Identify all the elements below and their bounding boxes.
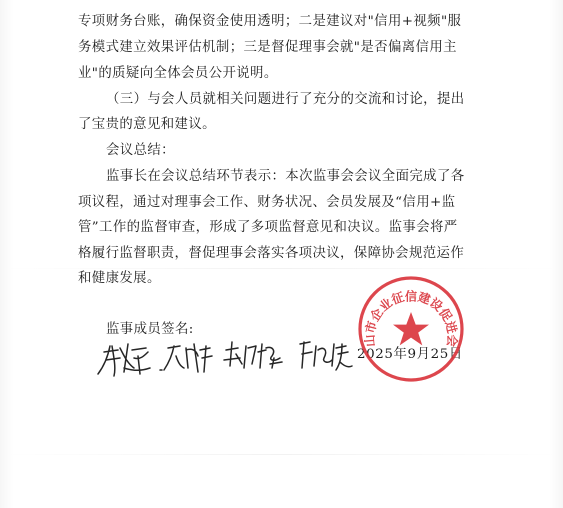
body-line: 项议程，通过对理事会工作、财务状况、会员发展及“信用+监 bbox=[78, 195, 456, 210]
body-line: 业"的质疑向全体会员公开说明。 bbox=[78, 66, 278, 81]
page-fold-line bbox=[0, 454, 563, 455]
page-shadow-left bbox=[0, 0, 14, 508]
page-shadow-right bbox=[549, 0, 563, 508]
body-line: 监事长在会议总结环节表示：本次监事会会议全面完成了各 bbox=[106, 169, 465, 184]
handwritten-signature bbox=[296, 336, 354, 374]
body-line: 务模式建立效果评估机制；三是督促理事会就"是否偏离信用主 bbox=[78, 40, 457, 55]
document-date: 2025年9月25日 bbox=[357, 347, 463, 362]
body-line: 了宝贵的意见和建议。 bbox=[78, 117, 216, 132]
body-line: 管”工作的监督审查，形成了多项监督意见和决议。监事会将严 bbox=[78, 220, 458, 235]
signature-label: 监事成员签名: bbox=[106, 322, 194, 337]
seal-star-icon bbox=[393, 312, 429, 345]
handwritten-signature bbox=[158, 338, 214, 376]
handwritten-signature bbox=[94, 338, 154, 380]
body-line: 专项财务台账，确保资金使用透明；二是建议对"信用+视频"服 bbox=[78, 14, 462, 29]
body-line: 格履行监督职责，督促理事会落实各项决议，保障协会规范运作 bbox=[78, 246, 465, 261]
organization-seal bbox=[356, 274, 466, 384]
body-line: 和健康发展。 bbox=[78, 271, 161, 286]
handwritten-signature bbox=[222, 338, 288, 372]
seal-text: 山市企业征信建设促进会 bbox=[362, 289, 460, 348]
body-line: （三）与会人员就相关问题进行了充分的交流和讨论，提出 bbox=[106, 92, 465, 107]
section-heading: 会议总结： bbox=[106, 143, 175, 158]
